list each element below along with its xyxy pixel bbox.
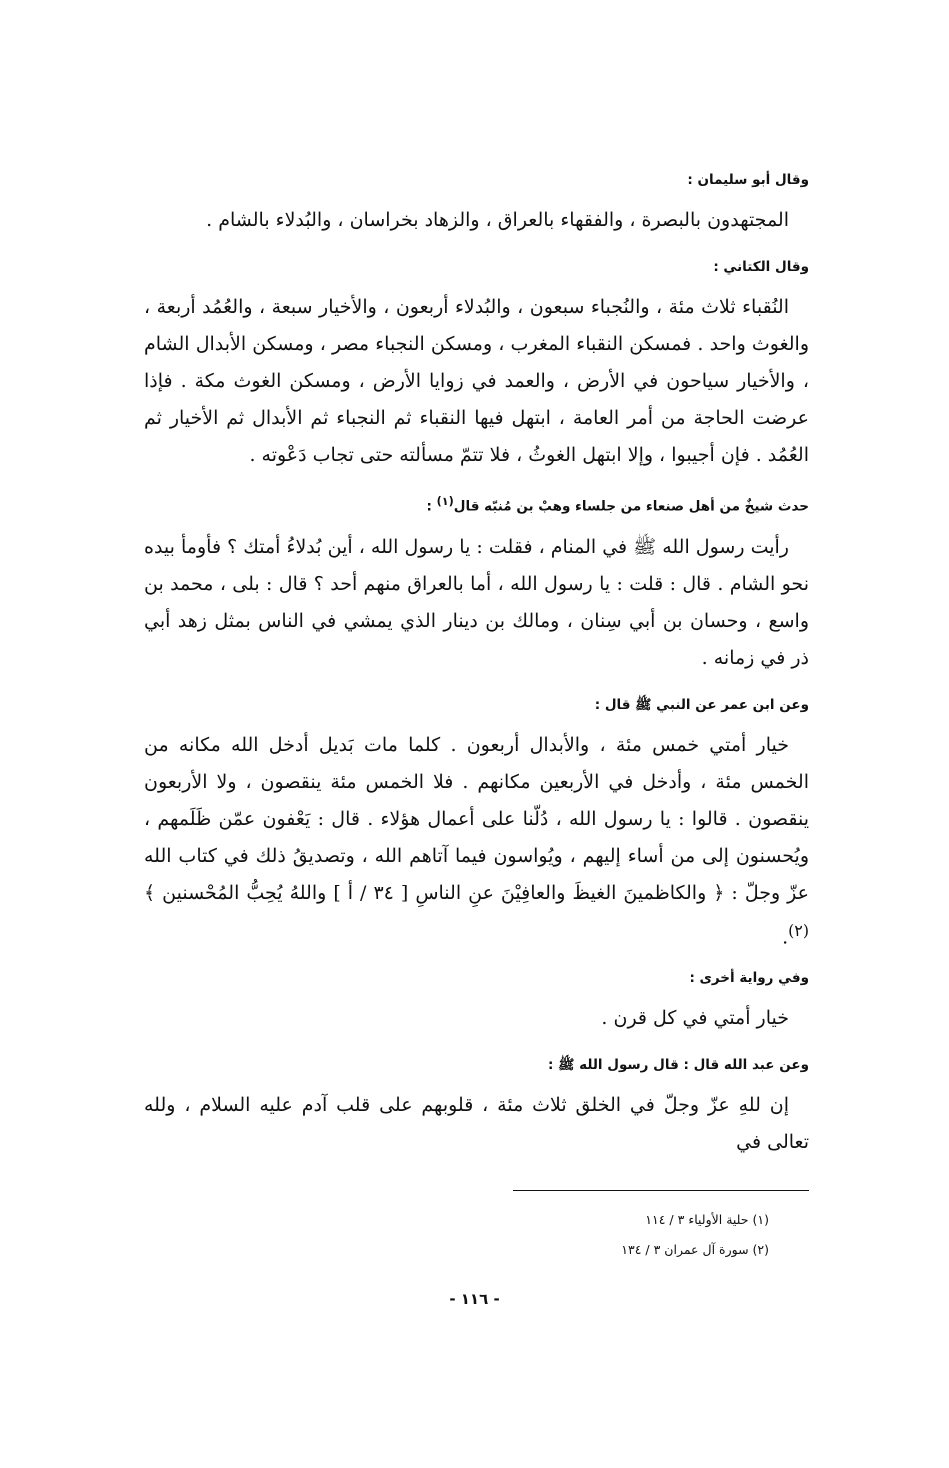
section-paragraph-text: خيار أمتي خمس مئة ، والأبدال أربعون . كلما مات بَديل أدخل الله مكانه من الخمس مئة ، وأدخل في الأربعين مكانهم . فلا الخمس مئة ينقصون ، ولا الأربعون ينقصون . قالوا : يا رسول الله ، دُلّنا على أعمال هؤلاء . قال : يَعْفون عمّن ظَلَمهم ، ويُحسنون إلى من أساء إليهم ، ويُواسون فيما آتاهم الله ، وتصديقُ ذلك في كتاب الله عزّ وجلّ : ﴿ والكاظمينَ الغيظَ والعافِيْنَ عنِ الناسِ [ ٣٤ / أ ] واللهُ يُحِبُّ المُحْسنين ﴾ [144,733,809,904]
section-heading: وقال أبو سليمان : [687,172,809,188]
section-paragraph: خيار أمتي في كل قرن . [601,1006,789,1029]
section-paragraph [144,727,809,956]
section-heading: وعن ابن عمر عن النبي ﷺ قال : [594,696,809,713]
section-heading: وعن عبد الله قال : قال رسول الله ﷺ : [548,1056,809,1073]
footnote-ref: (٢) [788,920,809,940]
section-heading-text: حدث شيخٌ من أهل صنعاء من جلساء وهبْ بن مُنبّه قال [453,498,809,515]
footnote: (٢) سورة آل عمران ٣ / ١٣٤ [621,1242,769,1257]
section-paragraph: النُقباء ثلاث مئة ، والنُجباء سبعون ، والبُدلاء أربعون ، والأخيار سبعة ، والعُمُد أربعة ، والغوث واحد . فمسكن النقباء المغرب ، ومسكن النجباء مصر ، ومسكن الأبدال الشام ، والأخيار سياحون في الأرض ، والعمد في زوايا الأرض ، ومسكن الغوث مكة . فإذا عرضت الحاجة من أمر العامة ، ابتهل فيها النقباء ثم النجباء ثم الأبدال ثم الأخيار ثم العُمُد . فإن أجيبوا ، وإلا ابتهل الغوثُ ، فلا تتمّ مسألته حتى تجاب دَعْوته . [144,296,809,466]
paragraph-end: . [782,925,789,948]
section-heading: وفي رواية أخرى : [689,969,809,986]
footnote-separator [513,1190,809,1191]
section-paragraph: المجتهدون بالبصرة ، والفقهاء بالعراق ، والزهاد بخراسان ، والبُدلاء بالشام . [206,209,789,231]
footnote-ref: (١) [436,495,454,508]
section-heading [144,490,809,519]
section-paragraph: رأيت رسول الله ﷺ في المنام ، فقلت : يا رسول الله ، أين بُدلاءُ أمتك ؟ فأومأ بيده نحو الشام . قال : قلت : يا رسول الله ، أما بالعراق منهم أحد ؟ قال : بلى ، محمد بن واسع ، وحسان بن أبي سِنان ، ومالك بن دينار الذي يمشي في الناس بمثل زهد أبي ذر في زمانه . [144,535,809,669]
heading-colon: : [426,498,437,515]
footnote: (١) حلية الأولياء ٣ / ١١٤ [645,1212,769,1227]
section-heading: وقال الكتاني : [713,259,809,275]
page-number: - ١١٦ - [449,1290,500,1308]
section-paragraph: إن للهِ عزّ وجلّ في الخلق ثلاث مئة ، قلوبهم على قلب آدم عليه السلام ، ولله تعالى في [144,1093,809,1153]
page-body [144,168,809,1161]
footnotes [269,1205,769,1265]
